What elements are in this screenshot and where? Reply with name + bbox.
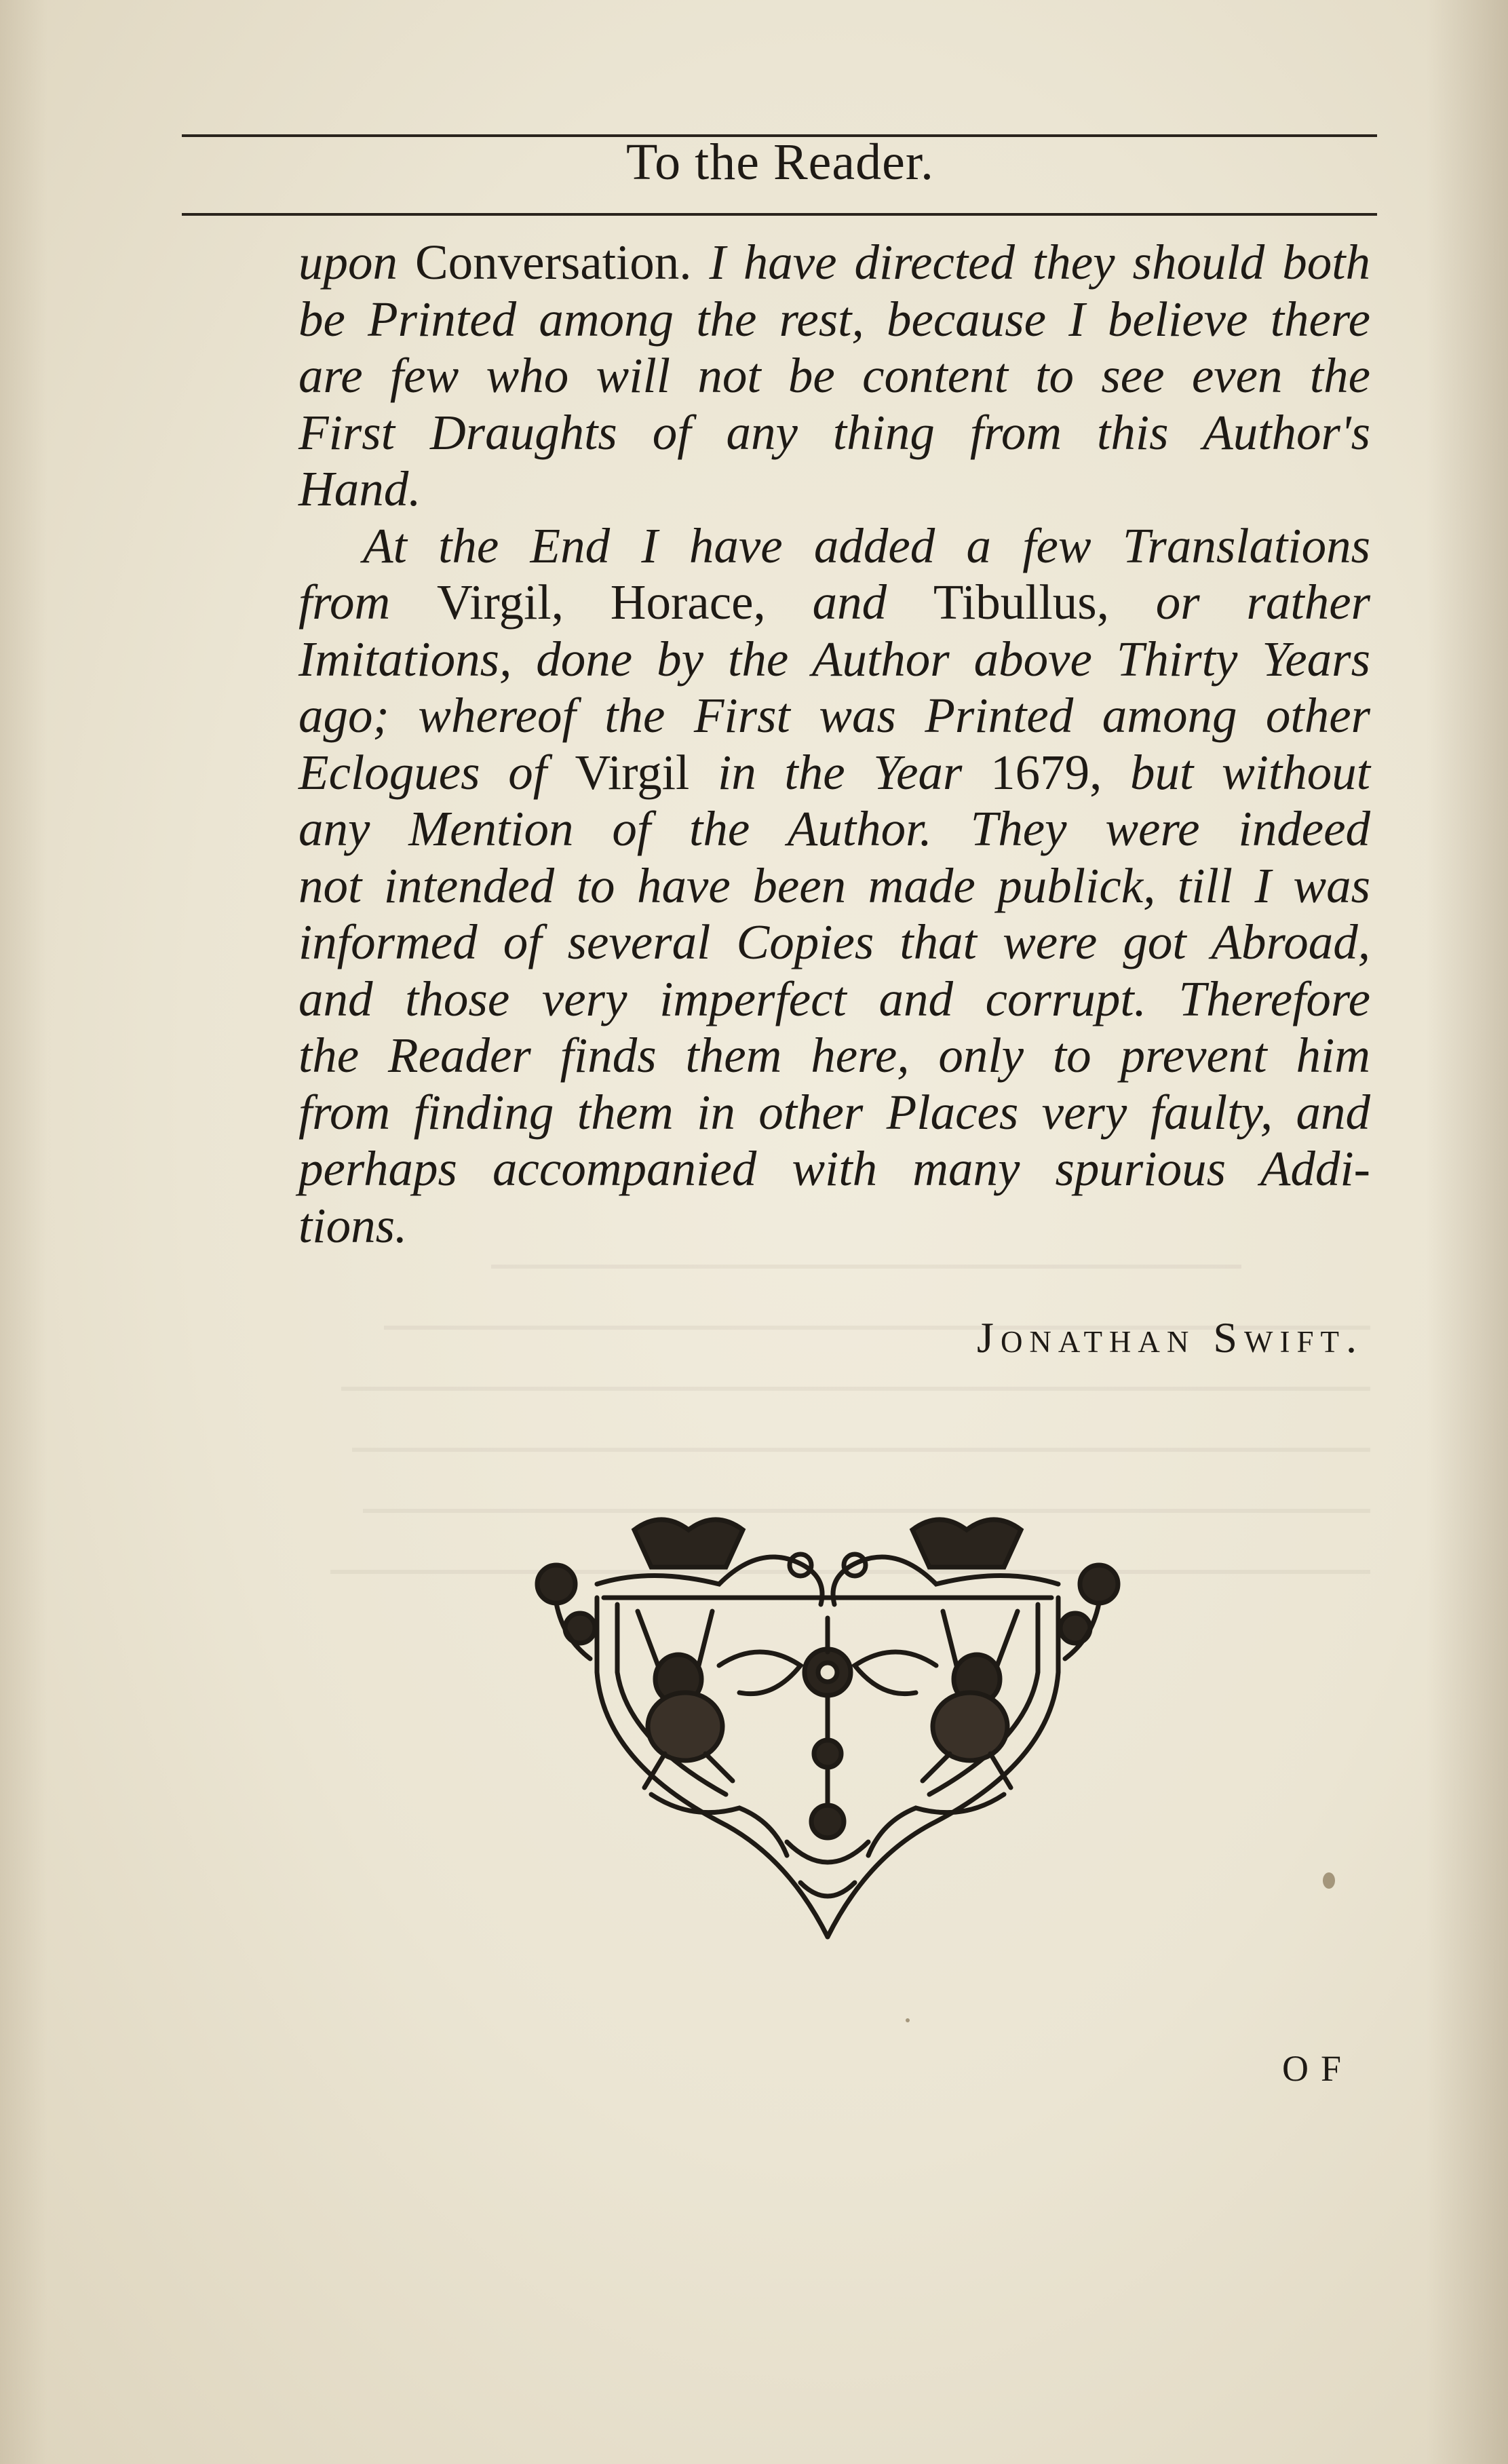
italic-text-run: Eclogues of: [298, 744, 575, 800]
head-rule: [182, 213, 1377, 216]
roman-text-run: Virgil, Horace,: [437, 575, 766, 630]
text-line: [298, 347, 1370, 404]
italic-text-run: but without: [1102, 744, 1370, 800]
text-line: [298, 1084, 1370, 1141]
text-line: [298, 858, 1370, 915]
roman-text-run: Tibullus,: [933, 575, 1109, 630]
italic-text-run: be Printed among the rest, because I believe there: [298, 291, 1370, 347]
text-line: [298, 1197, 1370, 1254]
italic-text-run: and those very imperfect and corrupt. Therefore: [298, 971, 1370, 1026]
italic-text-run: At the End I have added a few Translations: [363, 518, 1370, 573]
italic-text-run: First Draughts of any thing from this Author's: [298, 404, 1370, 460]
text-line: [298, 914, 1370, 971]
running-head: To the Reader.: [626, 134, 934, 191]
italic-text-run: Imitations, done by the Author above Thirty Years: [298, 631, 1370, 687]
roman-text-run: Virgil: [575, 744, 690, 800]
text-line: [298, 234, 1370, 291]
text-line: [298, 971, 1370, 1028]
text-line: [298, 744, 1370, 801]
text-line: [298, 801, 1370, 858]
italic-text-run: in the Year: [689, 744, 991, 800]
text-line: [298, 574, 1370, 631]
italic-text-run: perhaps accompanied with many spurious Addi-: [298, 1141, 1370, 1196]
text-line: [298, 631, 1370, 688]
spine-shadow: [1427, 0, 1508, 2464]
italic-text-run: are few who will not be content to see even the: [298, 348, 1370, 403]
text-line: [298, 687, 1370, 744]
italic-text-run: Hand.: [298, 461, 421, 516]
roman-text-run: 1679,: [990, 744, 1102, 800]
italic-text-run: the Reader finds them here, only to prevent him: [298, 1028, 1370, 1083]
floral-cherub-tailpiece-icon: [516, 1503, 1140, 1944]
roman-text-run: Conversation.: [414, 235, 692, 290]
text-line: [298, 291, 1370, 348]
text-line: [298, 518, 1370, 575]
italic-text-run: and: [765, 575, 933, 630]
text-line: [298, 404, 1370, 461]
body-text: [298, 234, 1370, 1254]
paper-speck: [906, 2018, 910, 2022]
italic-text-run: from finding them in other Places very faulty, and: [298, 1084, 1370, 1140]
page-edge-shadow: [0, 0, 47, 2464]
text-line: [298, 1027, 1370, 1084]
italic-text-run: informed of several Copies that were got Abroad,: [298, 915, 1370, 969]
paper-speck: [1323, 1872, 1335, 1889]
text-line: [298, 461, 1370, 518]
italic-text-run: upon: [298, 235, 415, 290]
italic-text-run: tions.: [298, 1197, 408, 1253]
catchword: OF: [1282, 2048, 1354, 2089]
italic-text-run: or rather: [1108, 575, 1371, 630]
italic-text-run: any Mention of the Author. They were indeed: [298, 801, 1370, 856]
italic-text-run: from: [298, 575, 438, 630]
italic-text-run: not intended to have been made publick, till I was: [298, 858, 1370, 913]
text-line: [298, 1140, 1370, 1197]
signature: Jonathan Swift.: [977, 1313, 1364, 1362]
italic-text-run: ago; whereof the First was Printed among other: [298, 688, 1370, 743]
italic-text-run: I have directed they should both: [691, 235, 1371, 290]
